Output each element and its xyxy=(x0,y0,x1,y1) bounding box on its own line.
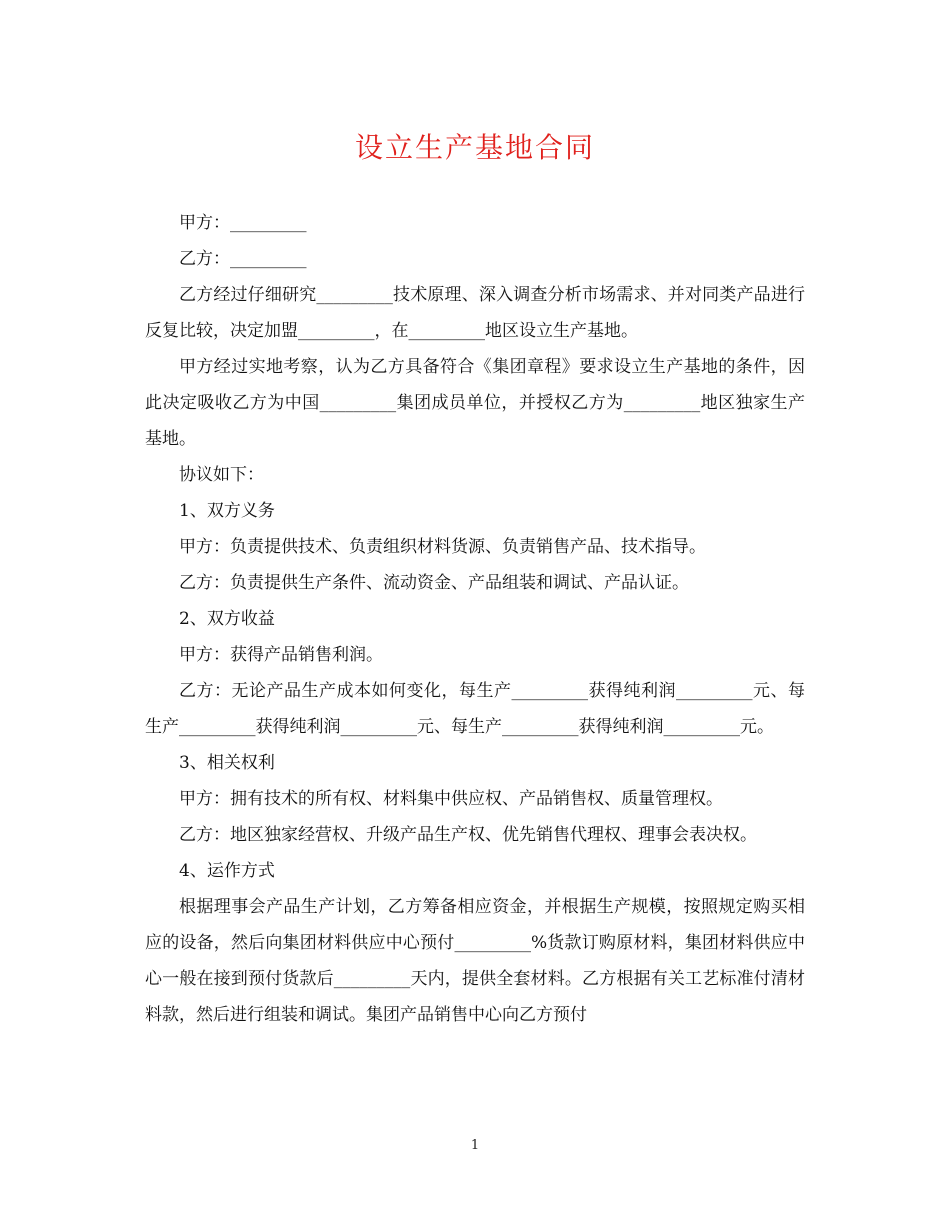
agreement-heading: 协议如下： xyxy=(179,465,264,485)
document-body xyxy=(145,205,805,1033)
intro-paragraph: 乙方经过仔细研究_________技术原理、深入调查分析市场需求、并对同类产品进行反复比较，决定加盟_________，在_________地区设立生产基地。 xyxy=(145,285,805,341)
inspection-paragraph: 甲方经过实地考察，认为乙方具备符合《集团章程》要求设立生产基地的条件，因此决定吸收乙方为中国_________集团成员单位，并授权乙方为_________地区独家生产基地。 xyxy=(145,357,805,449)
section-heading: 4、运作方式 xyxy=(179,861,275,881)
obligation-party-a: 甲方：负责提供技术、负责组织材料货源、负责销售产品、技术指导。 xyxy=(179,537,706,557)
section-heading: 2、双方收益 xyxy=(179,609,275,629)
operation-paragraph: 根据理事会产品生产计划，乙方筹备相应资金，并根据生产规模，按照规定购买相应的设备，然后向集团材料供应中心预付_________%货款订购原材料，集团材料供应中心一般在接到预付货款后_________天内，提供全套材料。乙方根据有关工艺标准付清材料款，然后进行组装和调试。集团产品销售中心向乙方预付 xyxy=(145,897,805,1025)
page-number: 1 xyxy=(470,1138,480,1153)
rights-party-b: 乙方：地区独家经营权、升级产品生产权、优先销售代理权、理事会表决权。 xyxy=(179,825,757,845)
obligation-party-b: 乙方：负责提供生产条件、流动资金、产品组装和调试、产品认证。 xyxy=(179,573,689,593)
section-heading: 3、相关权利 xyxy=(179,753,275,773)
party-b-line: 乙方：_________ xyxy=(179,249,307,269)
section-heading: 1、双方义务 xyxy=(179,501,275,521)
party-a-line: 甲方：_________ xyxy=(179,213,307,233)
rights-party-a: 甲方：拥有技术的所有权、材料集中供应权、产品销售权、质量管理权。 xyxy=(179,789,723,809)
profit-party-a: 甲方：获得产品销售利润。 xyxy=(179,645,383,665)
document-title: 设立生产基地合同 xyxy=(354,131,595,164)
profit-party-b: 乙方：无论产品生产成本如何变化，每生产_________获得纯利润_________元、每生产_________获得纯利润_________元、每生产_________获得纯利润_________元。 xyxy=(145,681,805,737)
